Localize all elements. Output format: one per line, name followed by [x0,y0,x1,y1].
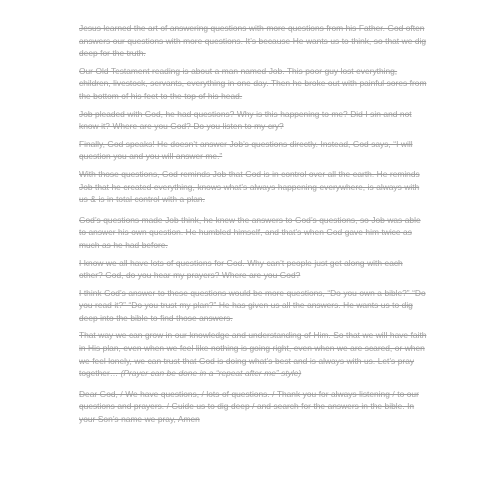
prayer-text: Dear God, / We have questions, / lots of questions. / Thank you for always listening / to our questions and prayers. / Guide us to dig deep / and search for the answers in the bible. In your Son’s name we pray, Amen [79,388,419,425]
paragraph-9 [79,329,427,379]
paragraph-6: God’s questions made Job think, he knew the answers to God’s questions, so Job was able to answer his own question. He humbled himself, and that’s when God gave him twice as much as he had before. [79,214,421,250]
paragraph-5: With those questions, God reminds Job that God is in control over all the earth. He reminds Job that he created everything, knows what’s always happening everywhere, is always with us & is in total control with a plan. [79,168,420,205]
paragraph-1: Jesus learned the art of answering questions with more questions from his Father. God often answers our questions with more questions. It’s because He wants us to think, so that we dig deep for the truth. [79,23,427,59]
prayer-note: (Prayer can be done in a “repeat after me” style) [120,368,302,379]
paragraph-2: Our Old Testament reading is about a man named Job. This poor guy lost everything, children, livestock, servants, everything in one day. Then he broke out with painful sores from the bottom of his feet to the top of his head. [79,65,427,101]
paragraph-3: Job pleaded with God, he had questions? Why is this happening to me? Did I sin and not know it? Where are you God? Do you listen to my cry? [79,108,412,132]
paragraph-7: I know we all have lots of questions for God. Why can’t people just get along with each other? God, do you hear my prayers? Where are you God? [79,257,403,281]
paragraph-9-text: That way we can grow in our knowledge and understanding of Him. So that we will have faith in His plan, even when we feel like nothing is going right, even when we are scared, or when we feel lonely, we can trust that God is doing what’s best and is always with us. Let’s pray together… [79,330,427,379]
paragraph-8: I think God’s answer to these questions would be more questions, “Do you own a bible?” “Do you read it?” “Do you trust my plan?” He has given us all the answers. He wants us to dig deep into the bible to find those answers. [79,287,426,323]
document-body [79,22,427,431]
paragraph-4: Finally, God speaks! He doesn’t answer Job’s questions directly. Instead, God says, “I will question you and you will answer me.” [79,138,413,162]
